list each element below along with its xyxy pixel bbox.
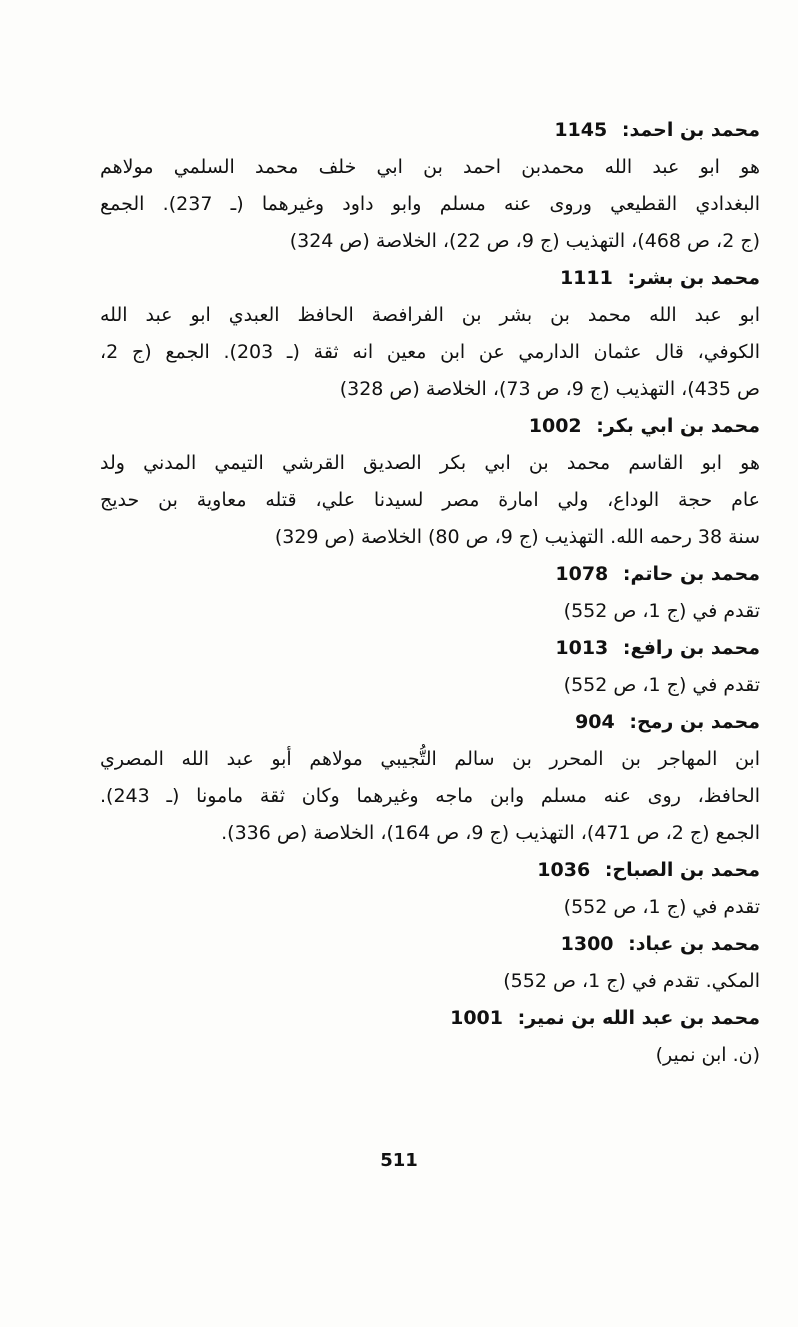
entry-number: 1145 bbox=[554, 119, 608, 141]
page-number: 511 bbox=[380, 1150, 418, 1171]
entry-heading bbox=[100, 112, 760, 149]
entry-text-line: ابو عبد الله محمد بن بشر بن الفرافصة الحافظ العبدي ابو عبد الله bbox=[100, 304, 760, 326]
entry-number: 1013 bbox=[555, 637, 609, 659]
entry-name: محمد بن بشر: bbox=[627, 267, 760, 289]
entry-name: محمد بن عبد الله بن نمير: bbox=[517, 1007, 760, 1029]
entries-list bbox=[100, 112, 760, 1074]
entry-text-line: المكي. تقدم في (ج 1، ص 552) bbox=[503, 970, 760, 992]
entry-name: محمد بن الصباح: bbox=[604, 859, 760, 881]
entry-text-line: البغدادي القطيعي وروى عنه مسلم وابو داود وغيرهما (ـ 237). الجمع bbox=[100, 193, 760, 215]
entry-number: 1036 bbox=[537, 859, 591, 881]
entry-heading bbox=[100, 556, 760, 593]
entry-name: محمد بن رمح: bbox=[629, 711, 760, 733]
entry-number: 1111 bbox=[559, 267, 613, 289]
entry-text-line: هو ابو القاسم محمد بن ابي بكر الصديق القرشي التيمي المدني ولد bbox=[100, 452, 760, 474]
entry-text-line: سنة 38 رحمه الله. التهذيب (ج 9، ص 80) الخلاصة (ص 329) bbox=[274, 526, 760, 548]
entry bbox=[100, 260, 760, 408]
entry-text-line: الحافظ، روى عنه مسلم وابن ماجه وغيرهما وكان ثقة مامونا (ـ 243). bbox=[100, 785, 760, 807]
entry-text-line: (ن. ابن نمير) bbox=[655, 1044, 760, 1066]
entry-name: محمد بن حاتم: bbox=[622, 563, 760, 585]
entry-heading bbox=[100, 852, 760, 889]
entry-number: 1002 bbox=[528, 415, 582, 437]
entry-number: 1001 bbox=[450, 1007, 503, 1029]
entry-number: 1300 bbox=[560, 933, 614, 955]
entry-text-line: عام حجة الوداع، ولي امارة مصر لسيدنا علي، قتله معاوية بن حديج bbox=[100, 489, 760, 511]
entry-text-line: تقدم في (ج 1، ص 552) bbox=[563, 600, 760, 622]
entry-heading bbox=[100, 704, 760, 741]
entry-heading bbox=[100, 1000, 760, 1037]
entry bbox=[100, 1000, 760, 1074]
entry-text-line: تقدم في (ج 1، ص 552) bbox=[563, 674, 760, 696]
entry bbox=[100, 556, 760, 630]
entry bbox=[100, 926, 760, 1000]
entry-text-line: الجمع (ج 2، ص 471)، التهذيب (ج 9، ص 164)، الخلاصة (ص 336). bbox=[221, 822, 760, 844]
entry-number: 1078 bbox=[555, 563, 609, 585]
entry-text-line: تقدم في (ج 1، ص 552) bbox=[563, 896, 760, 918]
entry-heading bbox=[100, 260, 760, 297]
entry-name: محمد بن عباد: bbox=[628, 933, 760, 955]
entry-heading bbox=[100, 926, 760, 963]
entry-text-line: ص 435)، التهذيب (ج 9، ص 73)، الخلاصة (ص 328) bbox=[339, 378, 760, 400]
entry bbox=[100, 408, 760, 556]
entry-heading bbox=[100, 630, 760, 667]
entry-text-line: الكوفي، قال عثمان الدارمي عن ابن معين انه ثقة (ـ 203). الجمع (ج 2، bbox=[100, 341, 760, 363]
entry bbox=[100, 704, 760, 852]
entry-text-line: هو ابو عبد الله محمدبن احمد بن ابي خلف محمد السلمي مولاهم bbox=[100, 156, 760, 178]
entry bbox=[100, 852, 760, 926]
entry bbox=[100, 112, 760, 260]
entry-text-line: ابن المهاجر بن المحرر بن سالم التُّجيبي مولاهم أبو عبد الله المصري bbox=[100, 748, 760, 770]
entry-name: محمد بن احمد: bbox=[621, 119, 760, 141]
entry-name: محمد بن رافع: bbox=[622, 637, 760, 659]
entry-number: 904 bbox=[575, 711, 615, 733]
entry-heading bbox=[100, 408, 760, 445]
entry-text-line: (ج 2، ص 468)، التهذيب (ج 9، ص 22)، الخلاصة (ص 324) bbox=[289, 230, 760, 252]
entry bbox=[100, 630, 760, 704]
entry-name: محمد بن ابي بكر: bbox=[596, 415, 760, 437]
